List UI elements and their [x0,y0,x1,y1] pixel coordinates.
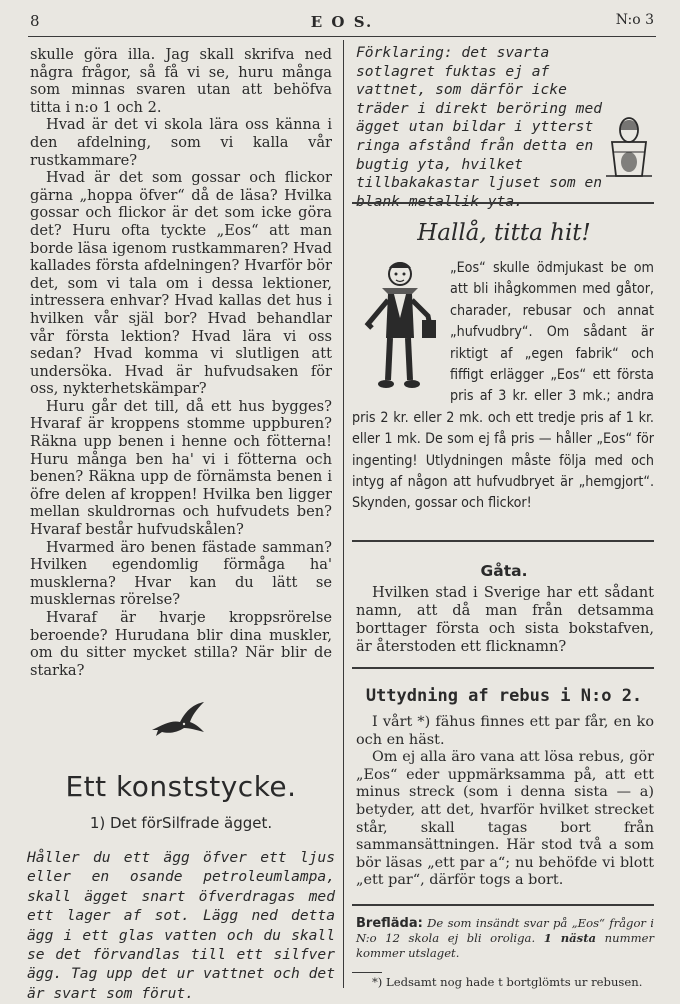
section-title-uttydning: Uttydning af rebus i N:o 2. [365,686,643,706]
letterbox [356,916,654,961]
section-rule [352,667,654,669]
riddle-body: Hvilken stad i Sverige har ett sådant namn, att då man från detsamma borttager första och sista bokstafven, är återstoden ett flicknamn? [356,584,654,655]
section-rule [352,540,654,542]
journal-title: E O S. [310,13,374,31]
section-rule [352,904,654,906]
questions-text [30,46,332,679]
paragraph: skulle göra illa. Jag skall skrifva ned några frågor, så få vi se, huru många som minnas svaren utan att behöfva titta i n:o 1 och 2. [30,46,332,116]
halla-text: „Eos“ skulle ödmjukast be om att bli ihågkommen med gåtor, charader, rebusar och annat „hufvudbry“. Om sådant är riktigt af „egen fabrik“ och fiffigt erlägger „Eos“ ett första pris af 3 kr. eller 3 mk.; andra pris 2 kr. eller 2 mk. och ett tredje pris af 1 kr. eller 1 mk. De som ej få pris — håller „Eos“ för ingenting! Utlydningen måste följa med och intyg af någon att hufvudbryet är „hemgjort“. Skynden, gossar och flickor! [352,260,654,512]
section-title-halla: Hallå, titta hit! [417,220,591,246]
footnote-rule [352,972,382,973]
explanation-body: Förklaring: det svarta sotlagret fuktas ej af vattnet, som därför icke träder i direkt beröring med ägget utan bildar i ytterst ringa afstånd från detta en bugtig yta, hvilket tillbakakastar ljuset som en blank metallik yta. [356,44,603,210]
column-divider [343,40,344,988]
uttydning-body [356,714,654,890]
halla-body [352,258,654,515]
header-rule [28,36,656,37]
page-header [30,12,654,32]
paragraph: Hvaraf är hvarje kroppsrörelse beroende? Hurudana blir dina muskler, om du sitter mycket stilla? När blir de starka? [30,609,332,679]
paragraph: Om ej alla äro vana att lösa rebus, gör „Eos“ eder uppmärksamma på, att ett minus streck (som i denna sista — a) betyder, att det, hvarför hvilket strecket står, skall tagas bort från sammansättningen. Här stod två a som bör läsas „ett par a“; nu behöfde vi blott „ett par“, därför togs a bort. [356,749,654,889]
footnote: *) Ledsamt nog hade t bortglömts ur rebusen. [372,975,643,989]
letterbox-label: Brefläda: [356,916,423,931]
paragraph: I vårt *) fähus finnes ett par får, en ko och en häst. [356,714,654,748]
swallow-icon [150,700,206,740]
letterbox-strong: 1 nästa [543,931,597,945]
letterbox-text: De som insändt svar på „Eos“ frågor i N:o 12 skola ej bli oroliga. [356,916,654,945]
paragraph: Hvad är det vi skola lära oss känna i den afdelning, som vi kalla vår rustkammare? [30,116,332,169]
paragraph: Huru går det till, då ett hus bygges? Hvaraf är kroppens stomme uppburen? Räkna upp benen i henne och fötterna! Huru många ben ha' vi i fötterna och benen? Räkna upp de förnämsta benen i öfre delen af kroppen! Hvilka ben ligger mellan skuldrornas och hufvudets ben? Hvaraf består hufvudskålen? [30,397,332,539]
letterbox-tail: nummer kommer utslaget. [356,931,654,960]
illustration-space [352,258,450,404]
egg-glass-icon [604,116,654,180]
paragraph: Hvarmed äro benen fästade samman? Hvilken egendomlig förmåga ha' musklerna? Hvar kan du lätt se musklernas rörelse? [30,538,332,609]
paragraph: Hvad är det som gossar och flickor gärna „hoppa öfver“ då de läsa? Hvilka gossar och flickor är det som icke göra det? Huru ofta tyckte „Eos“ att man borde läsa igenom rustkammaren? Hvad kallades första afdelningen? Hvarför bör det, som vi tala om i dessa lektioner, intressera enhvar? Hvad kallas det hus i hvilken vår själ bor? Hvad behandlar vår första lektion? Hvad lära vi oss sedan? Hvad komma vi slutligen att undersöka. Hvad är hufvudsaken för oss, nykterhetskämpar? [30,169,332,398]
left-column [30,46,332,679]
section-rule [352,202,654,204]
page-number: 8 [30,12,40,30]
section-title-gata: Gåta. [480,562,528,580]
article-subtitle: 1) Det förSilfrade ägget. [89,814,273,832]
article-title: Ett konststycke. [65,770,297,803]
issue-number: N:o 3 [615,12,654,28]
article-body: Håller du ett ägg öfver ett ljus eller en osande petroleumlampa, skall ägget snart öfverdragas med ett lager af sot. Lägg ned detta ägg i ett glas vatten och du skall se det förvandlas till ett silfver ägg. Tag upp det ur vattnet och det är svart som förut. [27,849,335,1002]
